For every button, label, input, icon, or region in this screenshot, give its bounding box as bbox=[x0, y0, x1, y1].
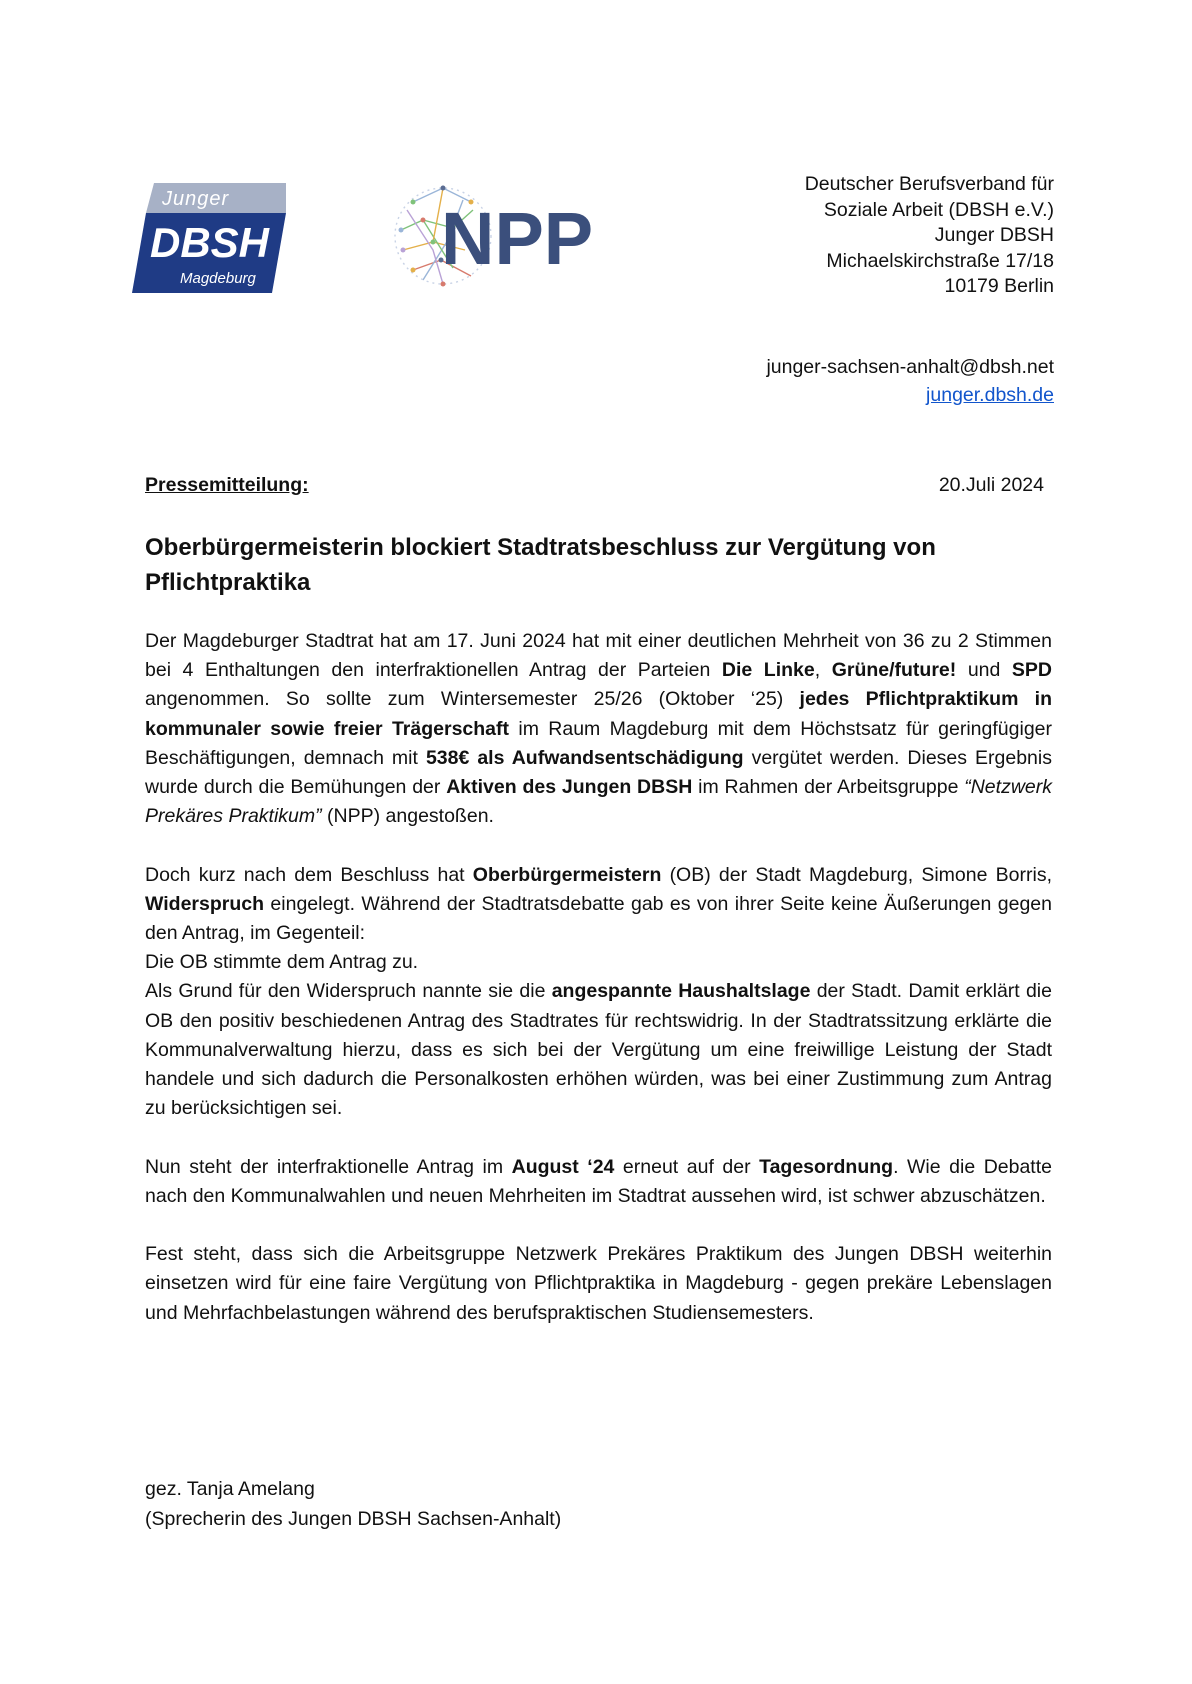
npp-logo bbox=[393, 180, 598, 290]
sender-website-link[interactable]: junger.dbsh.de bbox=[926, 384, 1054, 406]
logo-npp-text: NPP bbox=[441, 197, 594, 280]
article-body bbox=[145, 627, 1052, 1357]
document-date: 20.Juli 2024 bbox=[938, 474, 1044, 496]
logo-junger-text: Junger bbox=[162, 188, 230, 210]
signature-role: (Sprecherin des Jungen DBSH Sachsen-Anhalt) bbox=[145, 1507, 562, 1530]
address-line: Junger DBSH bbox=[934, 224, 1054, 246]
sender-contact bbox=[654, 353, 1054, 409]
headline: Oberbürgermeisterin blockiert Stadtratsbeschluss zur Vergütung von Pflichtpraktika bbox=[145, 534, 936, 596]
signature-block bbox=[145, 1475, 561, 1534]
document-label: Pressemitteilung: bbox=[145, 474, 309, 496]
paragraph-2: Doch kurz nach dem Beschluss hat Oberbürgermeistern (OB) der Stadt Magdeburg, Simone Borris, Widerspruch eingelegt. Während der Stadtratsdebatte gab es von ihrer Seite keine Äußerungen gegen den Antrag, im Gegenteil: Die OB stimmte dem Antrag zu. Als Grund für den Widerspruch nannte sie die angespannte Haushaltslage der Stadt. Damit erklärt die OB den positiv beschiedenen Antrag des Stadtrates für rechtswidrig. In der Stadtratssitzung erklärte die Kommunalverwaltung hierzu, dass es sich bei der Vergütung um eine freiwillige Leistung der Stadt handele und sich dadurch die Personalkosten erhöhen würden, was bei einer Zustimmung zum Antrag zu berücksichtigen sei. bbox=[145, 863, 1052, 1120]
address-line: 10179 Berlin bbox=[944, 275, 1054, 297]
paragraph-1: Der Magdeburger Stadtrat hat am 17. Juni 2024 hat mit einer deutlichen Mehrheit von 36 zu 2 Stimmen bei 4 Enthaltungen den interfraktionellen Antrag der Parteien Die Linke, Grüne/future! und SPD angenommen. So sollte zum Wintersemester 25/26 (Oktober ‘25) jedes Pflichtpraktikum in kommunaler sowie freier Trägerschaft im Raum Magdeburg mit dem Höchstsatz für geringfügiger Beschäftigungen, demnach mit 538€ als Aufwandsentschädigung vergütet werden. Dieses Ergebnis wurde durch die Bemühungen der Aktiven des Jungen DBSH im Rahmen der Arbeitsgruppe “Netzwerk Prekäres Praktikum” (NPP) angestoßen. bbox=[145, 630, 1052, 828]
address-line: Deutscher Berufsverband für bbox=[804, 173, 1054, 195]
sender-address bbox=[654, 172, 1054, 300]
paragraph-3: Nun steht der interfraktionelle Antrag im August ‘24 erneut auf der Tagesordnung. Wie die Debatte nach den Kommunalwahlen und neuen Mehrheiten im Stadtrat aussehen wird, ist schwer abzuschätzen. bbox=[145, 1155, 1052, 1207]
logo-magdeburg-text: Magdeburg bbox=[180, 270, 256, 287]
sender-email: junger-sachsen-anhalt@dbsh.net bbox=[766, 356, 1054, 378]
address-line: Michaelskirchstraße 17/18 bbox=[826, 249, 1054, 272]
logo-dbsh-text: DBSH bbox=[150, 219, 270, 266]
junger-dbsh-logo bbox=[132, 183, 286, 293]
paragraph-4: Fest steht, dass sich die Arbeitsgruppe Netzwerk Prekäres Praktikum des Jungen DBSH weiterhin einsetzen wird für eine faire Vergütung von Pflichtpraktika in Magdeburg - gegen prekäre Lebenslagen und Mehrfachbelastungen während des berufspraktischen Studiensemesters. bbox=[145, 1243, 1052, 1324]
signature-name: gez. Tanja Amelang bbox=[145, 1478, 315, 1500]
address-line: Soziale Arbeit (DBSH e.V.) bbox=[823, 198, 1054, 221]
